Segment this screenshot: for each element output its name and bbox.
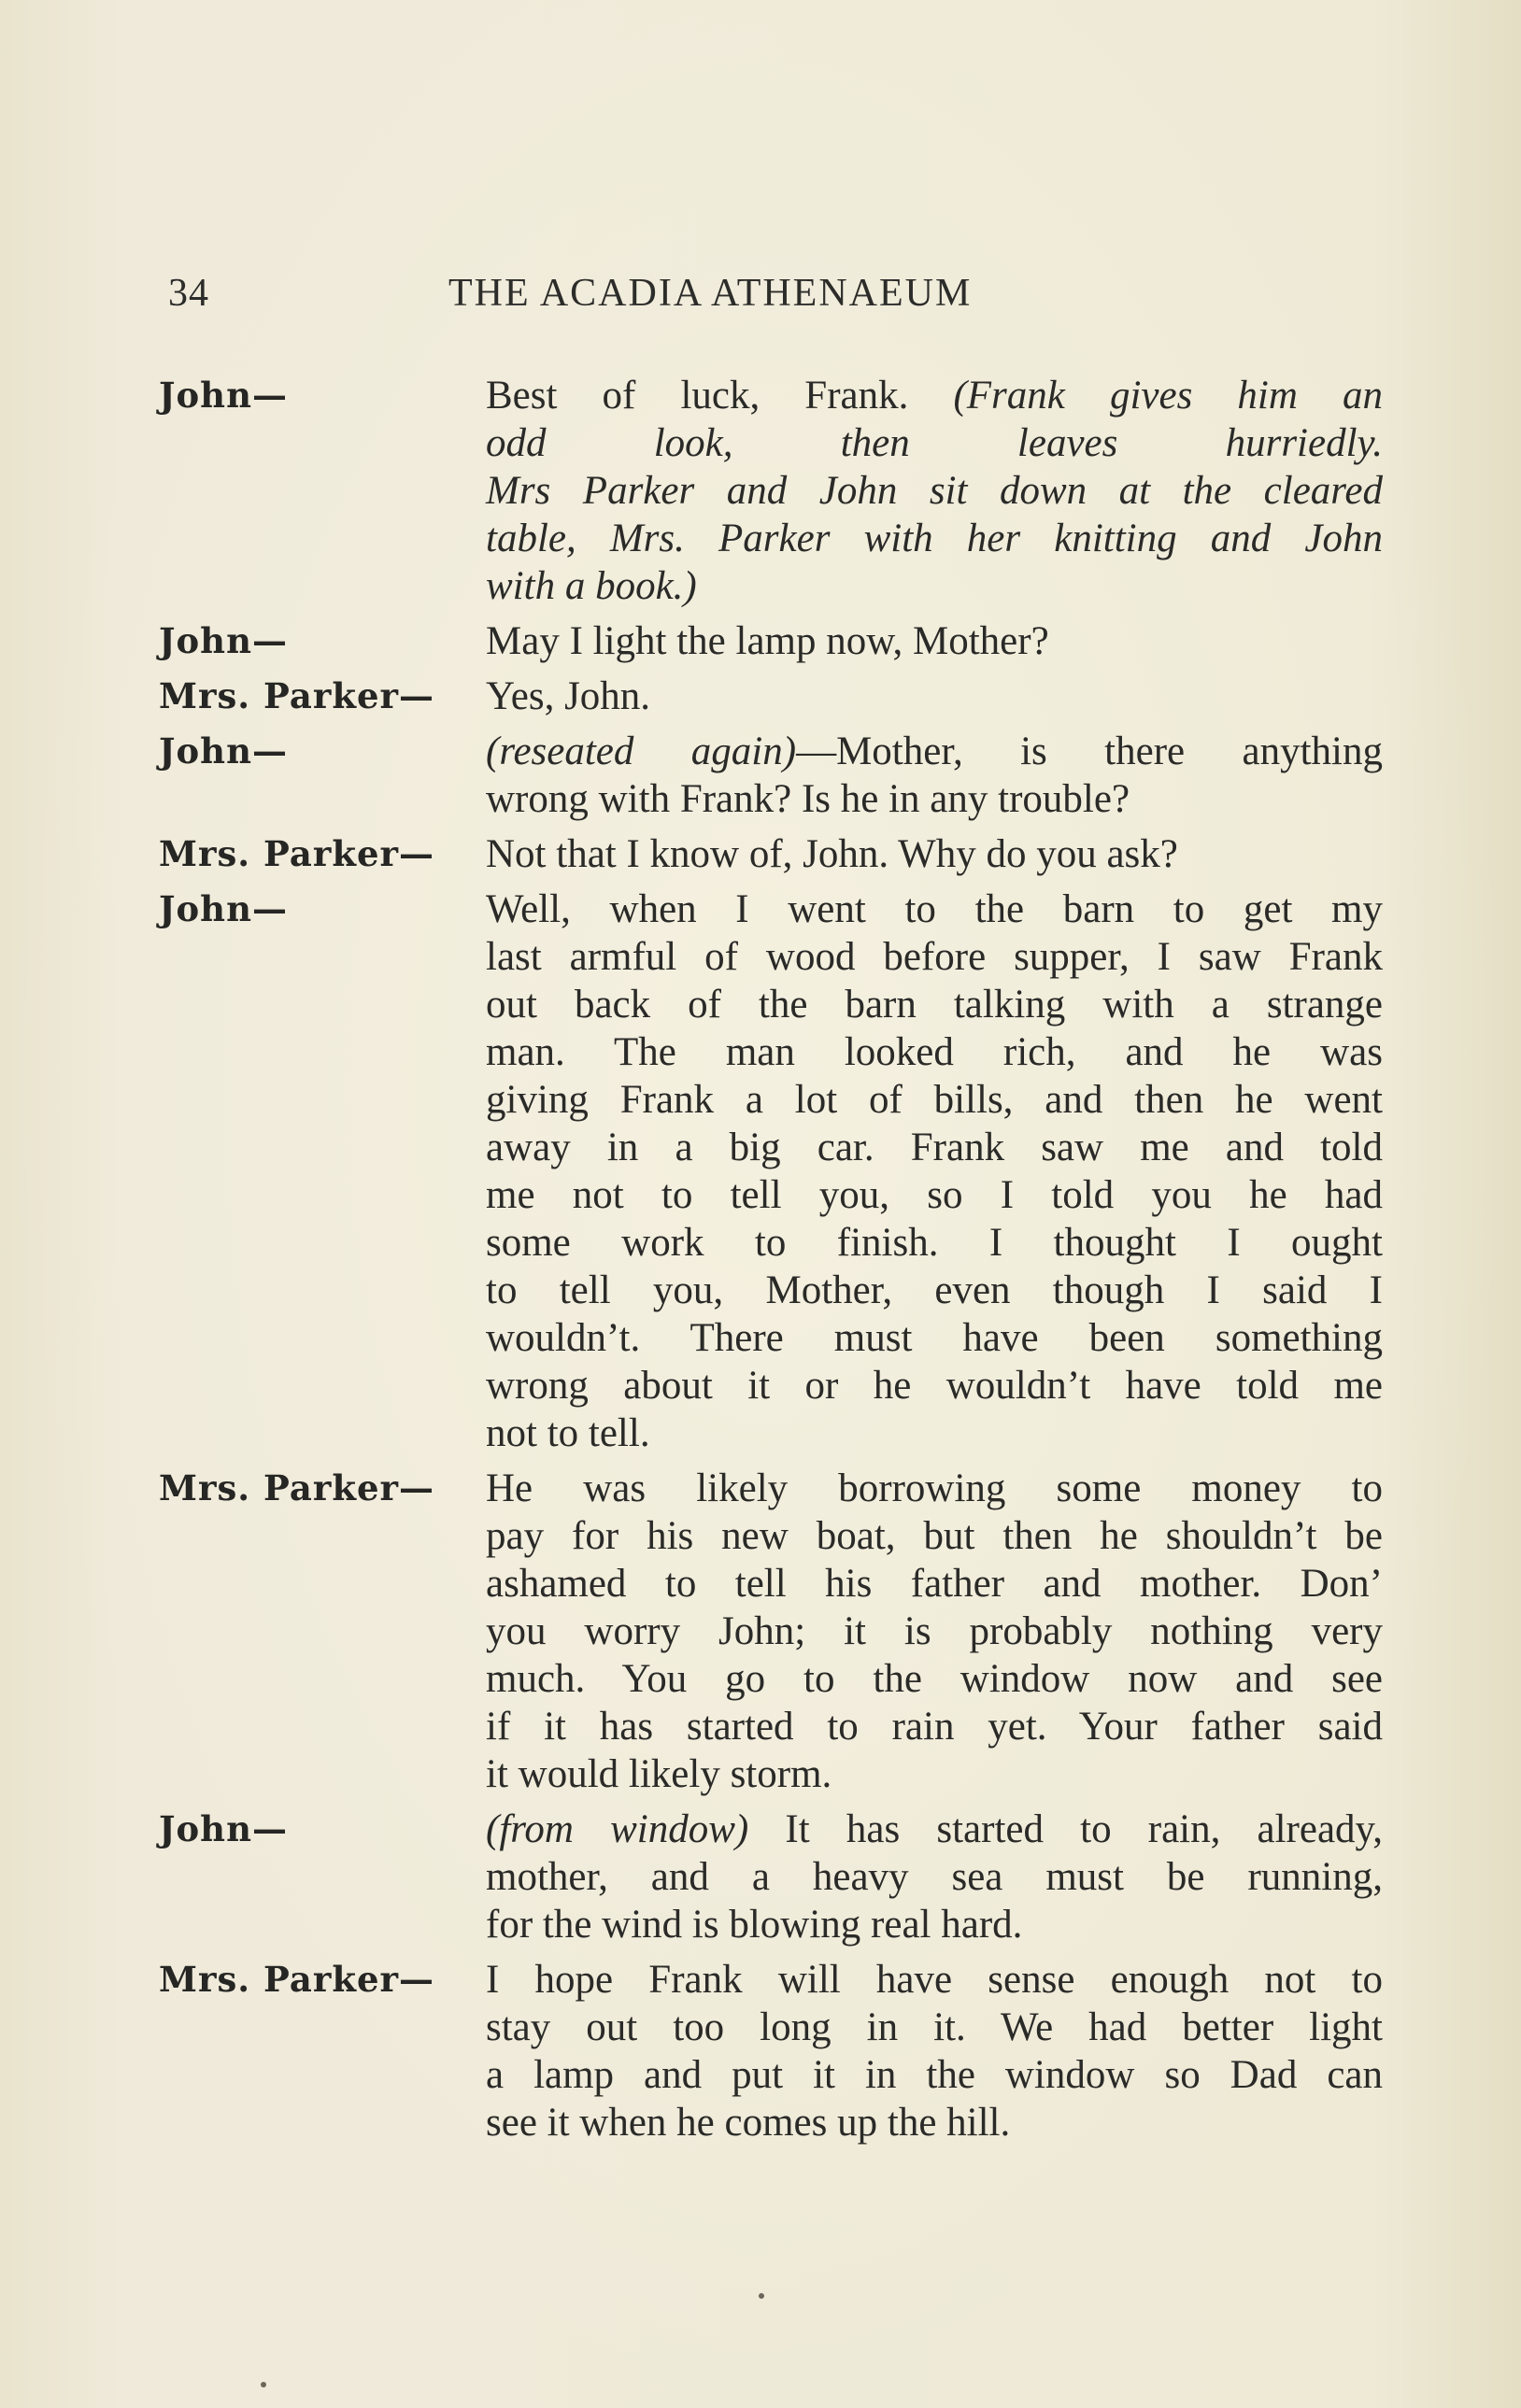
speech-line xyxy=(486,981,1383,1028)
stage-direction: (Frank gives him an xyxy=(953,374,1383,418)
speech-text xyxy=(486,885,1383,1457)
line-text: —Mother, is there anything xyxy=(796,729,1383,773)
speech-line xyxy=(486,515,1383,562)
speech-line xyxy=(486,1219,1383,1267)
line-text: away in a big car. Frank saw me and told xyxy=(486,1126,1383,1169)
stage-direction: table, Mrs. Parker with her knitting and John xyxy=(486,517,1383,560)
speech-line xyxy=(486,885,1383,933)
speech-line xyxy=(486,1465,1383,1512)
speech-line xyxy=(486,1750,1383,1798)
line-text: pay for his new boat, but then he shouldn’t be xyxy=(486,1514,1383,1558)
dialogue-entry xyxy=(159,372,1383,610)
line-text: much. You go to the window now and see xyxy=(486,1657,1383,1701)
dialogue-entry xyxy=(159,1465,1383,1798)
speech-text xyxy=(486,617,1383,665)
print-speck xyxy=(261,2382,266,2387)
page-number: 34 xyxy=(168,272,209,315)
stage-direction: odd look, then leaves hurriedly. xyxy=(486,421,1383,465)
line-text: me not to tell you, so I told you he had xyxy=(486,1173,1383,1217)
speech-line xyxy=(486,467,1383,515)
line-text: not to tell. xyxy=(486,1411,650,1455)
page-header xyxy=(168,271,1102,327)
speech-text xyxy=(486,728,1383,823)
speech-line xyxy=(486,1362,1383,1409)
speech-text xyxy=(486,673,1383,720)
speaker-name: Mrs. Parker— xyxy=(159,833,435,874)
line-text: stay out too long in it. We had better light xyxy=(486,2005,1383,2049)
speech-line xyxy=(486,1560,1383,1608)
speech-line xyxy=(486,562,1383,610)
line-text: if it has started to rain yet. Your father said xyxy=(486,1705,1383,1749)
line-text: giving Frank a lot of bills, and then he went xyxy=(486,1078,1383,1122)
speech-line xyxy=(486,372,1383,419)
running-title: THE ACADIA ATHENAEUM xyxy=(448,272,973,315)
line-text: man. The man looked rich, and he was xyxy=(486,1030,1383,1074)
speech-line xyxy=(486,1853,1383,1901)
line-text: some work to finish. I thought I ought xyxy=(486,1221,1383,1265)
print-speck xyxy=(759,2293,764,2299)
speech-line xyxy=(486,673,1383,720)
speaker-name: John— xyxy=(159,888,288,929)
dialogue-entry xyxy=(159,1956,1383,2146)
speech-line xyxy=(486,1956,1383,2004)
dialogue-entry xyxy=(159,617,1373,665)
speech-line xyxy=(486,775,1383,823)
speech-line xyxy=(486,1806,1383,1853)
line-text: out back of the barn talking with a strange xyxy=(486,983,1383,1027)
speech-line xyxy=(486,830,1383,878)
speaker-name: John— xyxy=(159,730,288,772)
speech-line xyxy=(486,1512,1383,1560)
speech-line xyxy=(486,1608,1383,1655)
line-text: It has started to rain, already, xyxy=(748,1807,1384,1851)
dialogue-entry xyxy=(159,673,1373,720)
line-text: ashamed to tell his father and mother. Don’ xyxy=(486,1562,1383,1606)
line-text: see it when he comes up the hill. xyxy=(486,2101,1011,2145)
line-text: for the wind is blowing real hard. xyxy=(486,1903,1023,1947)
speech-line xyxy=(486,1076,1383,1124)
speech-line xyxy=(486,1409,1383,1457)
stage-direction: (from window) xyxy=(486,1807,749,1851)
speech-text xyxy=(486,830,1383,878)
speech-text xyxy=(486,1806,1383,1948)
dialogue-entry xyxy=(159,1806,1384,1948)
line-text: you worry John; it is probably nothing very xyxy=(486,1609,1383,1653)
speech-line xyxy=(486,1028,1383,1076)
line-text: Best of luck, Frank. xyxy=(486,374,954,418)
stage-direction: Mrs Parker and John sit down at the cleared xyxy=(486,469,1383,513)
line-text: last armful of wood before supper, I saw Frank xyxy=(486,935,1383,979)
line-text: to tell you, Mother, even though I said I xyxy=(486,1268,1383,1312)
dialogue-script xyxy=(159,372,1384,2154)
speech-line xyxy=(486,1267,1383,1314)
speech-line xyxy=(486,2051,1383,2099)
speech-line xyxy=(486,1314,1383,1362)
speech-line xyxy=(486,419,1383,467)
line-text: it would likely storm. xyxy=(486,1752,832,1796)
speaker-name: John— xyxy=(159,375,288,416)
line-text: He was likely borrowing some money to xyxy=(486,1466,1383,1510)
speech-line xyxy=(486,933,1383,981)
speaker-name: Mrs. Parker— xyxy=(159,1959,435,2000)
line-text: mother, and a heavy sea must be running, xyxy=(486,1855,1383,1899)
line-text: May I light the lamp now, Mother? xyxy=(486,619,1049,663)
line-text: wouldn’t. There must have been something xyxy=(486,1316,1383,1360)
speech-text xyxy=(486,1956,1383,2146)
speaker-name: Mrs. Parker— xyxy=(159,1467,435,1509)
speaker-name: John— xyxy=(159,620,288,661)
speech-line xyxy=(486,1655,1383,1703)
stage-direction: with a book.) xyxy=(486,564,697,608)
dialogue-entry xyxy=(159,830,1373,878)
speaker-name: Mrs. Parker— xyxy=(159,675,435,716)
line-text: a lamp and put it in the window so Dad can xyxy=(486,2053,1383,2097)
line-text: wrong with Frank? Is he in any trouble? xyxy=(486,777,1130,821)
line-text: Yes, John. xyxy=(486,674,651,718)
speech-line xyxy=(486,617,1383,665)
speech-line xyxy=(486,1901,1383,1948)
dialogue-entry xyxy=(159,728,1383,823)
line-text: Well, when I went to the barn to get my xyxy=(486,887,1383,931)
speech-text xyxy=(486,372,1383,610)
line-text: wrong about it or he wouldn’t have told me xyxy=(486,1364,1383,1408)
speech-line xyxy=(486,2004,1383,2051)
speech-line xyxy=(486,1124,1383,1171)
speech-line xyxy=(486,2099,1383,2146)
line-text: Not that I know of, John. Why do you ask? xyxy=(486,832,1178,876)
speaker-name: John— xyxy=(159,1808,288,1849)
speech-line xyxy=(486,728,1383,775)
speech-text xyxy=(486,1465,1383,1798)
dialogue-entry xyxy=(159,885,1383,1457)
line-text: I hope Frank will have sense enough not to xyxy=(486,1958,1383,2002)
speech-line xyxy=(486,1703,1383,1750)
stage-direction: (reseated again) xyxy=(486,729,797,773)
speech-line xyxy=(486,1171,1383,1219)
